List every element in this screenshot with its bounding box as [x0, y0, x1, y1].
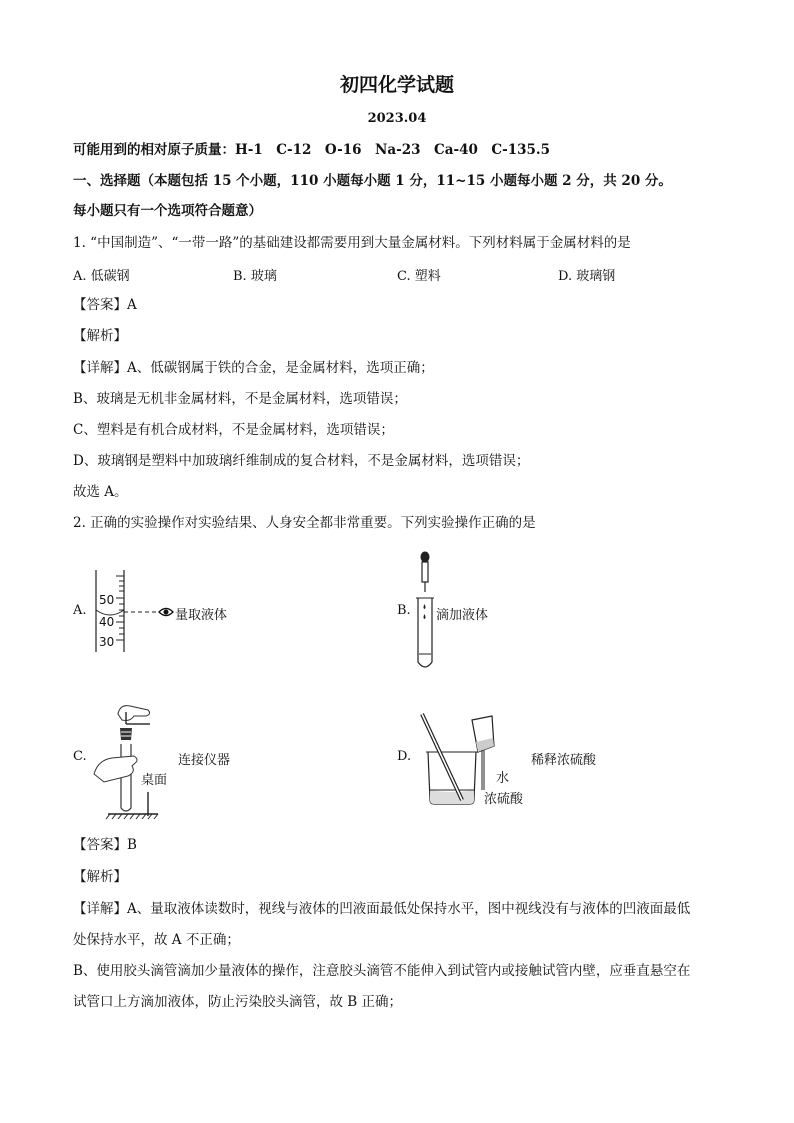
section-title-line1: 一、选择题（本题包括 15 个小题，110 小题每小题 1 分，11~15 小题每小题 2 分，共 20 分。: [73, 173, 672, 189]
q1-detail-4: D、玻璃钢是塑料中加玻璃纤维制成的复合材料，不是金属材料，选项错误；: [73, 453, 530, 469]
tick-50: 50: [99, 593, 115, 607]
fig-b-label: 滴加液体: [436, 608, 489, 623]
fig-d-label: 稀释浓硫酸: [531, 753, 597, 768]
fig-a-label: 量取液体: [175, 608, 228, 623]
atomic-mass-line: 可能用到的相对原子质量：H-1 C-12 O-16 Na-23 Ca-40 C-135.5: [73, 142, 551, 158]
q1-detail-3: C、塑料是有机合成材料，不是金属材料，选项错误；: [73, 422, 394, 438]
q1-analysis: 【解析】: [73, 328, 127, 344]
tick-40: 40: [99, 615, 115, 629]
fig-d-acid-label: 浓硫酸: [484, 792, 524, 807]
q2-stem: 2. 正确的实验操作对实验结果、人身安全都非常重要。下列实验操作正确的是: [73, 515, 536, 531]
q2-answer: 【答案】B: [73, 837, 137, 853]
q1-option-b: B. 玻璃: [233, 269, 277, 284]
fig-c-desk-label: 桌面: [141, 773, 168, 788]
q2-detail-3: B、使用胶头滴管滴加少量液体的操作，注意胶头滴管不能伸入到试管内或接触试管内壁，应垂直悬空在: [73, 963, 691, 979]
q2-option-b-letter: B.: [397, 603, 411, 618]
fig-d-water-label: 水: [496, 771, 510, 786]
eye-icon: [158, 605, 174, 619]
q1-detail-1: 【详解】A、低碳钢属于铁的合金，是金属材料，选项正确；: [73, 360, 434, 376]
tick-30: 30: [99, 635, 115, 649]
q2-option-a-letter: A.: [73, 603, 87, 618]
q2-analysis: 【解析】: [73, 869, 127, 885]
q2-option-d-letter: D.: [397, 749, 412, 764]
q2-detail-2: 处保持水平，故 A 不正确；: [73, 932, 240, 948]
page-title: 初四化学试题: [339, 74, 454, 96]
q1-option-c: C. 塑料: [397, 269, 441, 284]
q1-detail-5: 故选 A。: [73, 484, 128, 500]
section-title-line2: 每小题只有一个选项符合题意）: [73, 203, 262, 219]
q1-option-a: A. 低碳钢: [73, 269, 130, 284]
q1-stem: 1. “中国制造”、“一带一路”的基础建设都需要用到大量金属材料。下列材料属于金属材料的是: [73, 235, 631, 251]
fig-c-label: 连接仪器: [178, 753, 231, 768]
q1-answer: 【答案】A: [73, 297, 137, 313]
q1-detail-2: B、玻璃是无机非金属材料，不是金属材料，选项错误；: [73, 391, 407, 407]
connect-apparatus-figure: [90, 696, 160, 820]
exam-date: 2023.04: [367, 111, 427, 126]
q1-option-d: D. 玻璃钢: [558, 269, 616, 284]
q2-detail-4: 试管口上方滴加液体，防止污染胶头滴管，故 B 正确；: [73, 994, 403, 1010]
q2-detail-1: 【详解】A、量取液体读数时，视线与液体的凹液面最低处保持水平，图中视线没有与液体的凹液面最低: [73, 901, 691, 917]
q2-option-c-letter: C.: [73, 749, 87, 764]
